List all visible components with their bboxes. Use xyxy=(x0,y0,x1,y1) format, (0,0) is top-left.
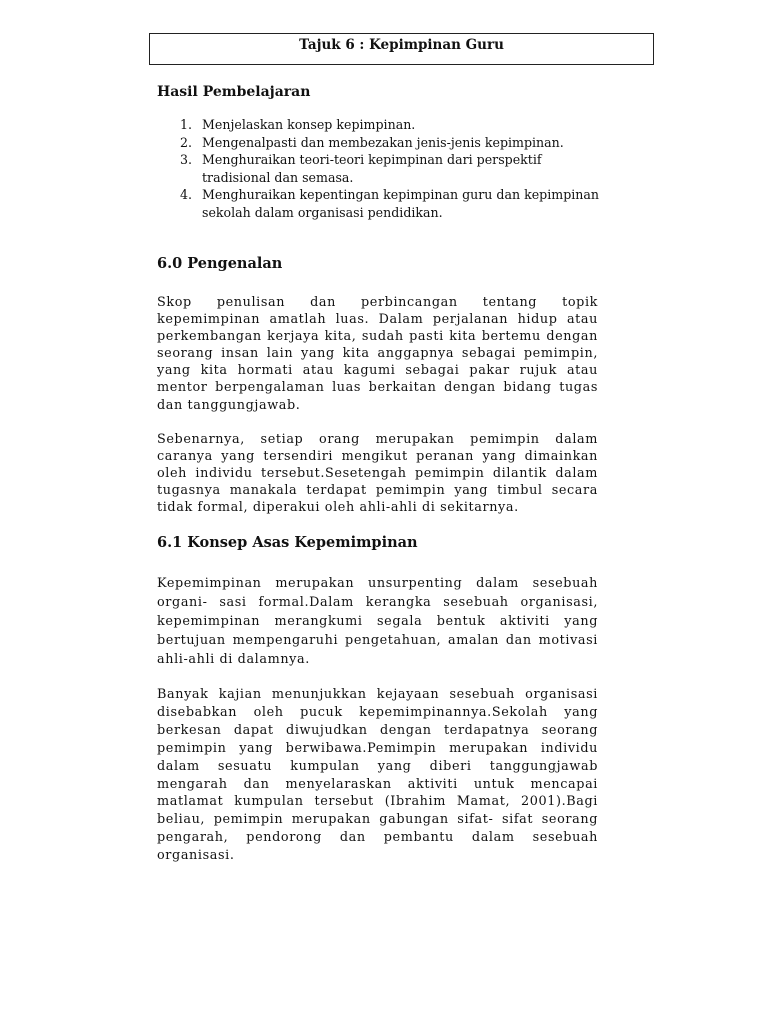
section-heading-konsep-asas: 6.1 Konsep Asas Kepemimpinan xyxy=(157,534,418,551)
list-item xyxy=(180,116,600,134)
list-number: 4. xyxy=(180,187,193,202)
paragraph-intro-2: Sebenarnya, setiap orang merupakan pemimpin dalam caranya yang tersendiri mengikut peranan yang dimainkan oleh individu tersebut.Sesetengah pemimpin dilantik dalam tugasnya manakala terdapat pemimpin yang timbul secara tidak formal, diperakui oleh ahli-ahli di sekitarnya. xyxy=(157,432,598,516)
list-number: 1. xyxy=(180,117,193,132)
list-item xyxy=(180,186,600,221)
list-item xyxy=(180,134,600,152)
list-item xyxy=(180,151,600,186)
list-item-text: Menghuraikan kepentingan kepimpinan guru dan kepimpinan sekolah dalam organisasi pendidikan. xyxy=(202,187,600,220)
learning-outcomes-heading: Hasil Pembelajaran xyxy=(157,84,311,100)
paragraph-konsep-2: Banyak kajian menunjukkan kejayaan sesebuah organisasi disebabkan oleh pucuk kepemimpinannya.Sekolah yang berkesan dapat diwujudkan dengan terdapatnya seorang pemimpin yang berwibawa.Pemimpin merupakan individu dalam sesuatu kumpulan yang diberi tanggungjawab mengarah dan menyelaraskan aktiviti untuk mencapai matlamat kumpulan tersebut (Ibrahim Mamat, 2001).Bagi beliau, pemimpin merupakan gabungan sifat- sifat seorang pengarah, pendorong dan pembantu dalam sesebuah organisasi. xyxy=(157,687,598,864)
list-number: 2. xyxy=(180,134,193,150)
list-item-text: Mengenalpasti dan membezakan jenis-jenis kepimpinan. xyxy=(202,134,564,150)
list-number: 3. xyxy=(180,152,193,167)
page-title: Tajuk 6 : Kepimpinan Guru xyxy=(149,33,654,65)
list-item-text: Menjelaskan konsep kepimpinan. xyxy=(202,117,416,132)
paragraph-konsep-1: Kepemimpinan merupakan unsurpenting dalam sesebuah organi- sasi formal.Dalam kerangka sesebuah organisasi, kepemimpinan merangkumi segala bentuk aktiviti yang bertujuan mempengaruhi pengetahuan, amalan dan motivasi ahli-ahli di dalamnya. xyxy=(157,576,598,667)
section-heading-pengenalan: 6.0 Pengenalan xyxy=(157,255,283,272)
list-item-text: Menghuraikan teori-teori kepimpinan dari perspektif tradisional dan semasa. xyxy=(202,152,542,185)
learning-outcomes-list xyxy=(180,116,600,221)
paragraph-intro-1: Skop penulisan dan perbincangan tentang topik kepemimpinan amatlah luas. Dalam perjalanan hidup atau perkembangan kerjaya kita, sudah pasti kita bertemu dengan seorang insan lain yang kita anggapnya sebagai pemimpin, yang kita hormati atau kagumi sebagai pakar rujuk atau mentor berpengalaman luas berkaitan dengan bidang tugas dan tanggungjawab. xyxy=(157,295,598,413)
